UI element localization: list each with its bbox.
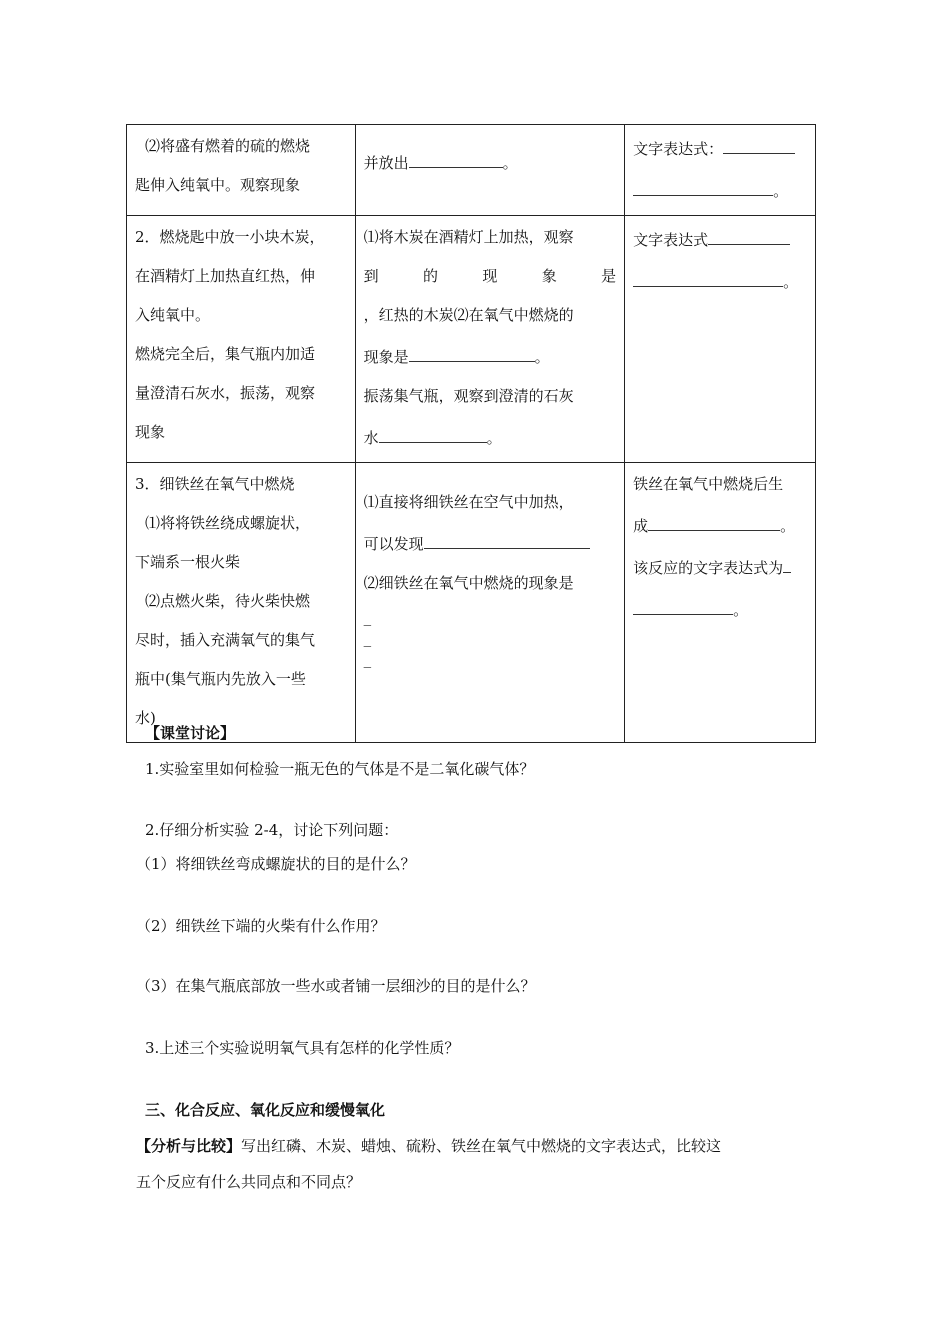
cell-text: ⑵将盛有燃着的硫的燃烧	[145, 137, 311, 155]
cell-text: 水)	[135, 709, 156, 727]
cell-text: 下端系一根火柴	[135, 553, 241, 571]
compare-text: 写出红磷、木炭、蜡烛、硫粉、铁丝在氧气中燃烧的文字表达式，比较这	[241, 1137, 722, 1155]
answer-blank[interactable]	[708, 218, 790, 245]
experiment-table	[126, 124, 816, 743]
cell-text: 。	[486, 429, 502, 447]
section-title: 三、化合反应、氧化反应和缓慢氧化	[145, 1101, 386, 1119]
cell-text: 在酒精灯上加热直红热，伸	[135, 267, 316, 285]
observation-cell	[355, 125, 625, 216]
cell-text: 振荡集气瓶，观察到澄清的石灰	[363, 387, 574, 405]
cell-text: 现象	[135, 423, 166, 441]
cell-text: 水	[363, 429, 379, 447]
cell-text: 。	[534, 348, 550, 366]
cell-text: 现象是	[363, 348, 409, 366]
cell-text: 尽时，插入充满氧气的集气	[135, 631, 316, 649]
cell-text: 文字表达式	[633, 231, 709, 249]
justified-line	[364, 257, 617, 296]
question-2: 2.仔细分析实验 2-4，讨论下列问题：	[145, 821, 399, 839]
discussion-heading: 【课堂讨论】	[145, 724, 236, 742]
cell-text: 是	[601, 267, 617, 285]
cell-text: 现	[482, 267, 498, 285]
compare-paragraph-line-2: 五个反应有什么共同点和不同点？	[136, 1173, 362, 1191]
cell-text: ⑵细铁丝在氧气中燃烧的现象是	[363, 574, 574, 592]
question-2-3: （3）在集气瓶底部放一些水或者铺一层细沙的目的是什么？	[136, 977, 536, 995]
answer-blank[interactable]	[424, 522, 590, 549]
cell-text: 。	[502, 154, 518, 172]
cell-text: 瓶中(集气瓶内先放入一些	[135, 670, 306, 688]
answer-blank[interactable]	[379, 416, 487, 443]
cell-line	[633, 169, 807, 211]
compare-label: 【分析与比较】	[136, 1137, 242, 1155]
cell-line	[364, 335, 617, 377]
cell-text: 。	[773, 182, 789, 200]
cell-line	[364, 416, 617, 458]
procedure-cell	[127, 463, 356, 743]
answer-blank[interactable]	[409, 335, 535, 362]
cell-text: ⑴将将铁丝绕成螺旋状，	[145, 514, 311, 532]
cell-line	[633, 218, 807, 260]
cell-text: 该反应的文字表达式为	[633, 559, 784, 577]
observation-cell	[355, 463, 625, 743]
cell-line	[633, 260, 807, 302]
cell-text: 成	[633, 517, 649, 535]
answer-blank[interactable]	[723, 127, 795, 154]
answer-blank[interactable]	[409, 141, 503, 168]
observation-cell	[355, 216, 625, 463]
cell-line	[364, 127, 617, 183]
cell-line	[633, 504, 807, 546]
expression-cell	[625, 463, 816, 743]
cell-text: 量澄清石灰水，振荡，观察	[135, 384, 316, 402]
procedure-cell	[127, 216, 356, 463]
answer-blank[interactable]	[648, 504, 780, 531]
cell-text: 。	[783, 273, 799, 291]
answer-blank[interactable]	[633, 588, 733, 615]
cell-text: 到	[363, 267, 379, 285]
expression-cell	[625, 216, 816, 463]
expression-cell	[625, 125, 816, 216]
table-row	[127, 125, 816, 216]
cell-text: ⑵点燃火柴，待火柴快燃	[145, 592, 311, 610]
answer-blank[interactable]	[633, 260, 783, 287]
cell-text: ，红热的木炭⑵在氧气中燃烧的	[363, 306, 574, 324]
table-row	[127, 216, 816, 463]
cell-text: 的	[422, 267, 438, 285]
cell-text: 象	[541, 267, 557, 285]
procedure-cell	[127, 125, 356, 216]
cell-text: 匙伸入纯氧中。观察现象	[135, 176, 301, 194]
cell-text: 文字表达式：	[633, 140, 724, 158]
question-2-2: （2）细铁丝下端的火柴有什么作用？	[136, 917, 386, 935]
cell-text: 。	[733, 601, 749, 619]
cell-line	[633, 546, 807, 588]
question-2-1: （1）将细铁丝弯成螺旋状的目的是什么？	[136, 855, 416, 873]
question-3: 3.上述三个实验说明氧气具有怎样的化学性质？	[145, 1039, 460, 1057]
cell-text: 。	[780, 517, 796, 535]
cell-line	[633, 588, 807, 630]
cell-text: 3．细铁丝在氧气中燃烧	[135, 475, 295, 493]
cell-text: 可以发现	[363, 535, 424, 553]
cell-text: 2．燃烧匙中放一小块木炭，	[135, 228, 325, 246]
cell-text: 并放出	[363, 154, 409, 172]
table-row	[127, 463, 816, 743]
cell-text: 入纯氧中。	[135, 306, 211, 324]
cell-text: 燃烧完全后，集气瓶内加适	[135, 345, 316, 363]
answer-dashes[interactable]: _ _ _	[363, 608, 372, 668]
cell-text: 铁丝在氧气中燃烧后生	[633, 475, 784, 493]
answer-blank[interactable]	[783, 546, 791, 573]
cell-line	[633, 127, 807, 169]
cell-text: ⑴直接将细铁丝在空气中加热，	[363, 493, 574, 511]
question-1: 1.实验室里如何检验一瓶无色的气体是不是二氧化碳气体？	[145, 760, 535, 778]
spacer	[364, 465, 617, 483]
answer-blank[interactable]	[633, 169, 773, 196]
compare-paragraph-line-1	[136, 1135, 721, 1156]
cell-text: ⑴将木炭在酒精灯上加热，观察	[363, 228, 574, 246]
cell-line	[364, 522, 617, 564]
